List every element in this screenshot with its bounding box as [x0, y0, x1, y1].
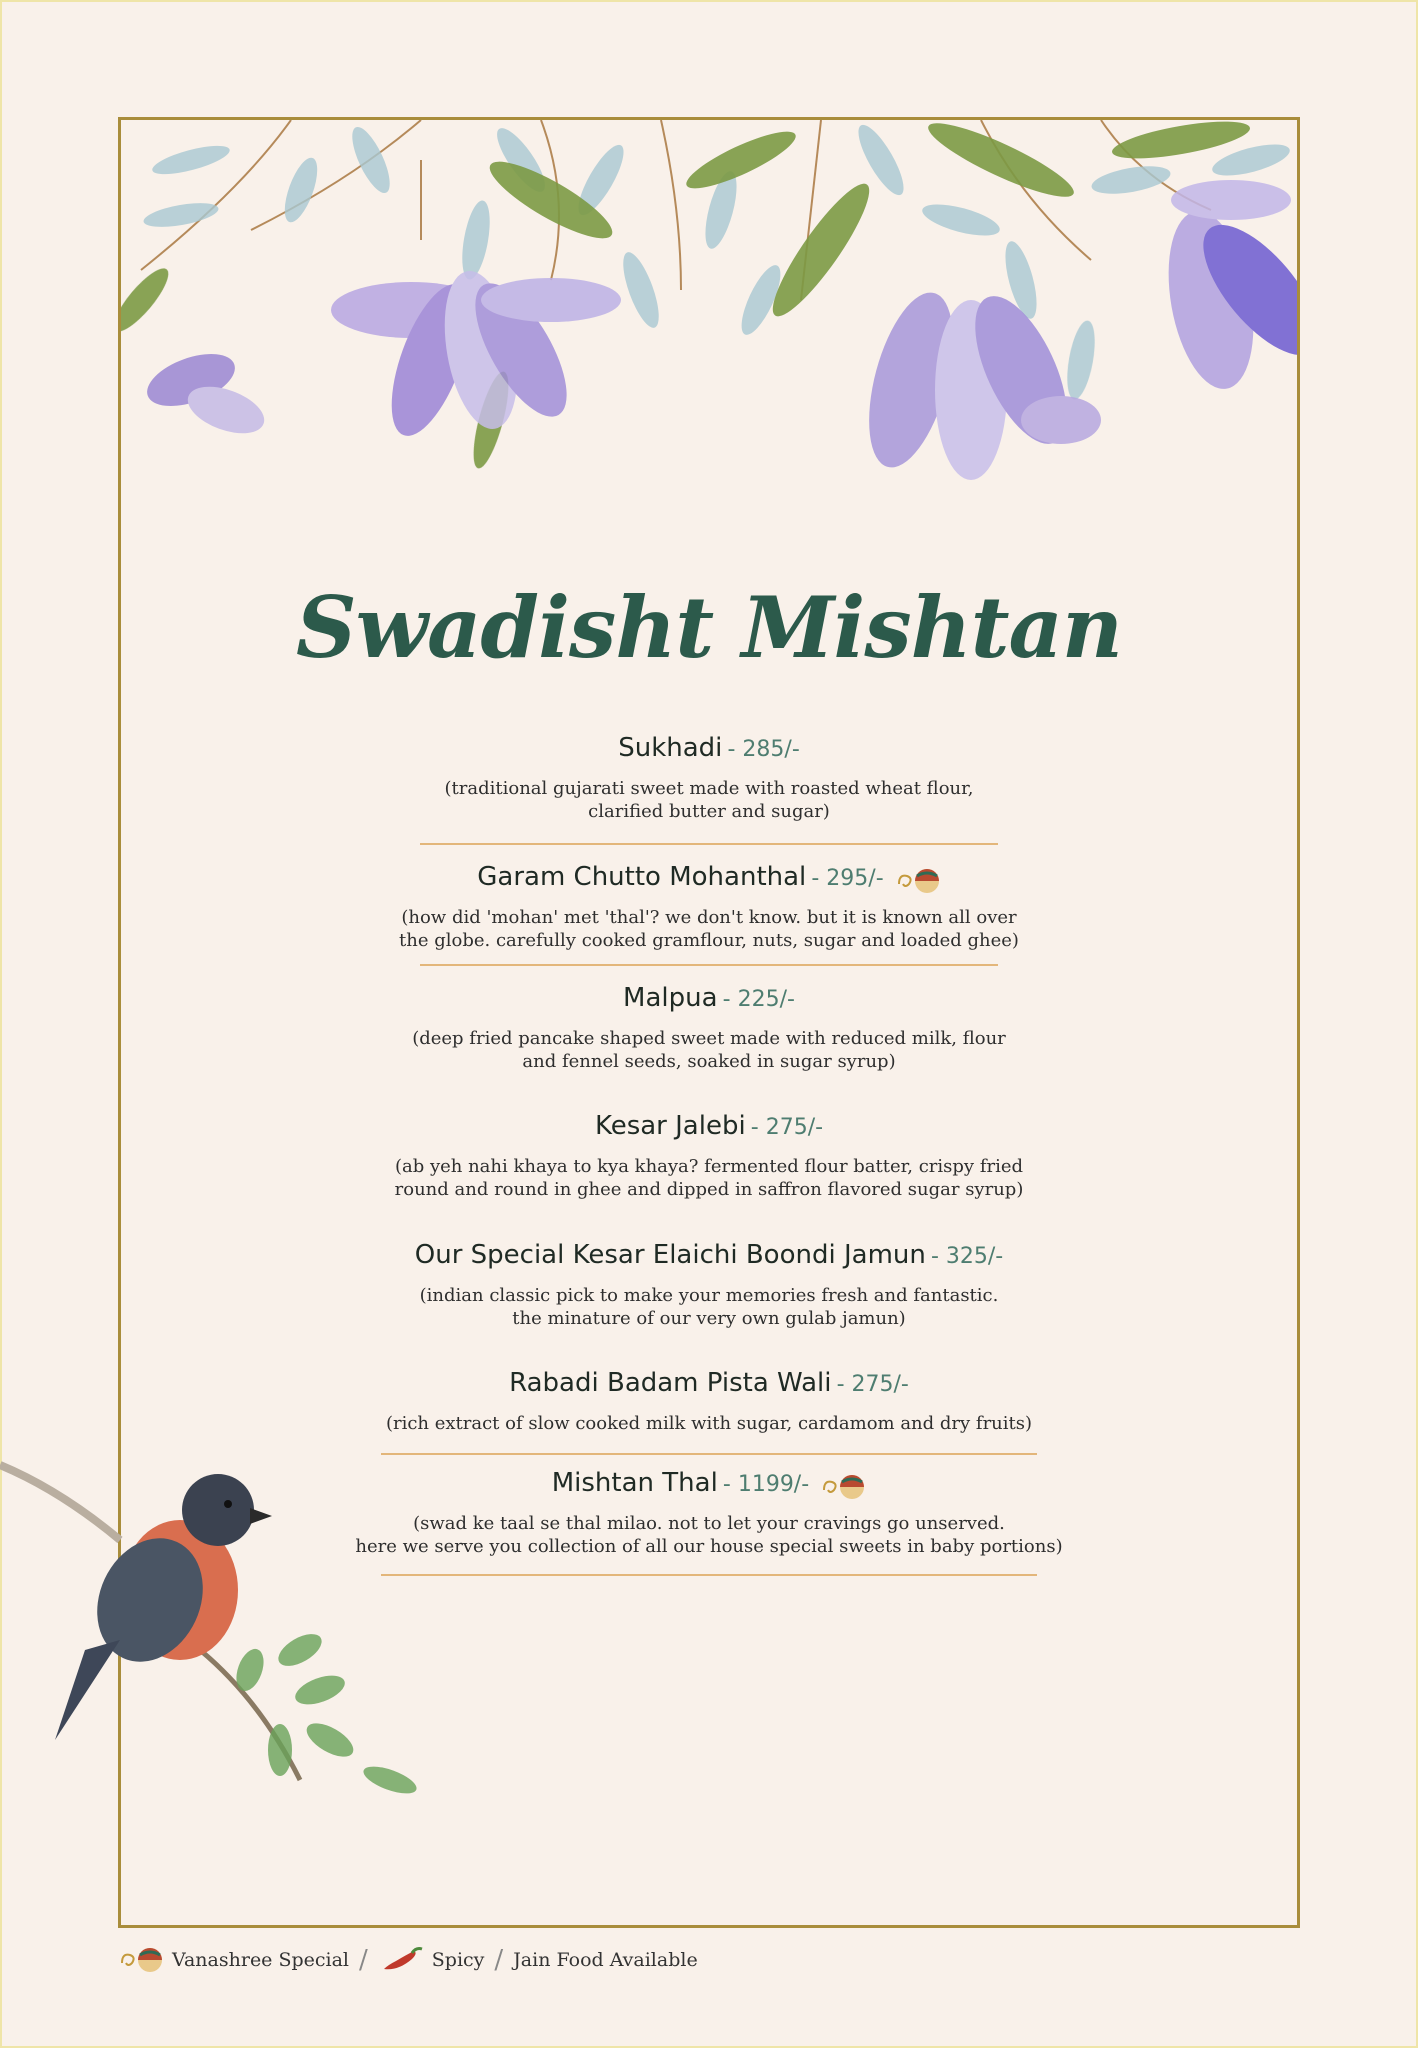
item-price: - 225/-	[722, 987, 795, 1012]
legend-spicy-label: Spicy	[431, 1949, 485, 1971]
divider	[381, 1453, 1037, 1455]
divider	[420, 843, 998, 845]
vanashree-special-icon	[118, 1945, 164, 1975]
menu-item	[0, 978, 1418, 1073]
item-description: (how did 'mohan' met 'thal'? we don't know. but it is known all over the globe. carefully cooked gramflour, nuts, sugar and loaded ghee)	[399, 907, 1019, 951]
divider	[420, 964, 998, 966]
item-name: Garam Chutto Mohanthal	[477, 862, 807, 892]
legend-special-label: Vanashree Special	[172, 1949, 350, 1971]
legend-separator: /	[494, 1945, 504, 1975]
vanashree-special-icon	[820, 1472, 866, 1502]
item-description: (rich extract of slow cooked milk with sugar, cardamom and dry fruits)	[385, 1413, 1033, 1434]
item-name: Our Special Kesar Elaichi Boondi Jamun	[414, 1240, 926, 1270]
item-name: Rabadi Badam Pista Wali	[509, 1368, 832, 1398]
menu-item	[0, 728, 1418, 823]
legend-separator: /	[359, 1945, 368, 1975]
chili-icon	[378, 1945, 424, 1975]
menu-item	[0, 857, 1418, 952]
item-description: (traditional gujarati sweet made with roasted wheat flour, clarified butter and sugar)	[444, 778, 974, 822]
item-name: Malpua	[623, 983, 718, 1013]
legend	[118, 1940, 698, 1980]
menu-title: Swadisht Mishtan	[295, 578, 1122, 677]
item-price: - 285/-	[727, 737, 800, 762]
item-description: (deep fried pancake shaped sweet made with reduced milk, flour and fennel seeds, soaked in sugar syrup)	[412, 1028, 1006, 1072]
menu-item	[0, 1235, 1418, 1330]
item-price: - 295/-	[811, 866, 884, 891]
item-price: - 275/-	[836, 1372, 909, 1397]
item-price: - 1199/-	[722, 1472, 810, 1497]
floral-illustration	[121, 120, 1297, 500]
vanashree-special-icon	[895, 866, 941, 896]
legend-jain-label: Jain Food Available	[513, 1949, 698, 1971]
item-description: (swad ke taal se thal milao. not to let your cravings go unserved. here we serve you collection of all our house special sweets in baby portions)	[355, 1513, 1063, 1557]
item-name: Kesar Jalebi	[594, 1111, 746, 1141]
menu-item	[0, 1463, 1418, 1558]
divider	[381, 1574, 1037, 1576]
item-description: (ab yeh nahi khaya to kya khaya? fermented flour batter, crispy fried round and round in ghee and dipped in saffron flavored sugar syrup)	[394, 1156, 1024, 1200]
menu-items	[0, 728, 1418, 1576]
menu-item	[0, 1106, 1418, 1201]
menu-item	[0, 1363, 1418, 1435]
item-price: - 275/-	[750, 1115, 824, 1140]
item-name: Mishtan Thal	[551, 1468, 718, 1498]
item-price: - 325/-	[930, 1244, 1004, 1269]
item-description: (indian classic pick to make your memories fresh and fantastic. the minature of our very own gulab jamun)	[419, 1285, 999, 1329]
item-name: Sukhadi	[618, 733, 723, 763]
